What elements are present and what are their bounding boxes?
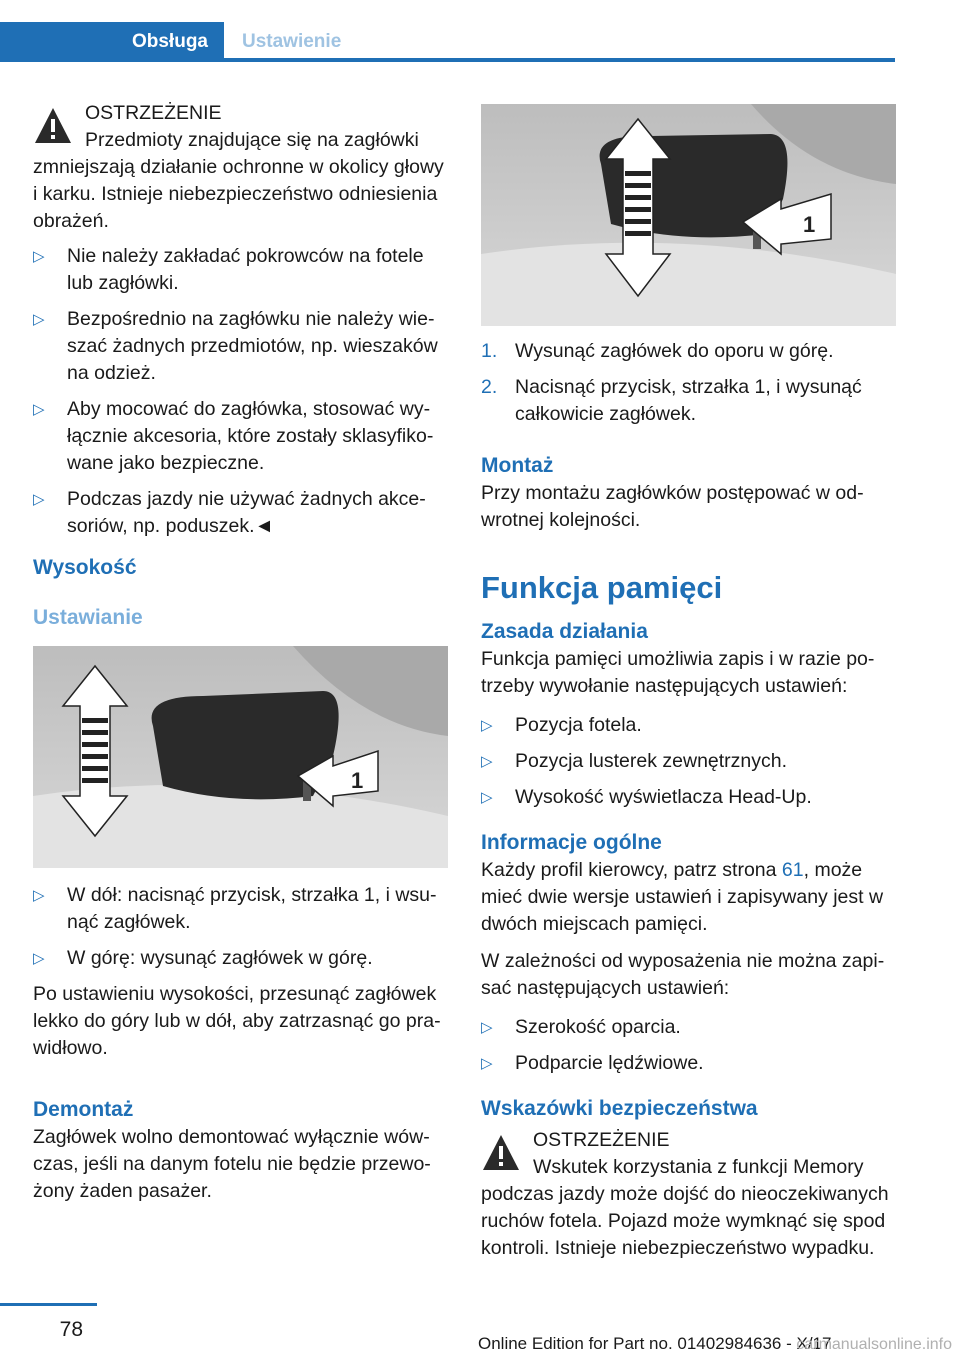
warning-title: OSTRZEŻENIE — [85, 102, 222, 124]
svg-text:1: 1 — [803, 212, 816, 237]
tab-underline — [0, 58, 895, 62]
equipment-list — [481, 1014, 896, 1077]
subheading-principle: Zasada działania — [481, 620, 648, 643]
list-item: 1. Wysunąć zagłówek do oporu w górę. — [481, 340, 834, 362]
triangle-bullet-icon: ▷ — [481, 1019, 493, 1036]
removal-steps — [481, 338, 896, 428]
section-heading-removal: Demontaż — [33, 1098, 134, 1121]
warning-text: Wskutek korzystania z funkcji Memory podczas jazdy może dojść do nieoczekiwanych ruchów fotela. Pojazd może wymknąć się spod kontroli. Istnieje niebezpieczeństwo wypadku. — [481, 1156, 889, 1259]
adjust-list — [33, 882, 448, 972]
subheading-adjust: Ustawianie — [33, 606, 143, 629]
chapter-tabs — [0, 22, 895, 62]
removal-paragraph: Zagłówek wolno demontować wyłącznie wówczas, jeśli na danym fotelu nie będzie przewożony żaden pasażer. — [33, 1126, 431, 1202]
equipment-paragraph: W zależności od wyposażenia nie można zapisać następujących ustawień: — [481, 950, 885, 999]
warning-text: Przedmioty znajdujące się na zagłówki zmniejszają działanie ochronne w okolicy głowy i karku. Istnieje niebezpieczeństwo odniesienia obrażeń. — [33, 129, 444, 232]
triangle-bullet-icon: ▷ — [481, 717, 493, 734]
list-item: ▷ Nie należy zakładać pokrowców na fotele lub zagłówki. — [33, 245, 424, 294]
warning-title: OSTRZEŻENIE — [533, 1129, 670, 1151]
triangle-bullet-icon: ▷ — [33, 311, 45, 328]
triangle-bullet-icon: ▷ — [33, 491, 45, 508]
headrest-figure — [33, 646, 448, 868]
headrest-figure-removal — [481, 104, 896, 326]
section-heading-memory: Funkcja pamięci — [481, 570, 723, 605]
svg-text:1: 1 — [351, 768, 364, 793]
mount-paragraph: Przy montażu zagłówków postępować w odwrotnej kolejności. — [481, 482, 864, 531]
warning-triangle-icon — [481, 1133, 521, 1173]
triangle-bullet-icon: ▷ — [481, 753, 493, 770]
section-heading-mount: Montaż — [481, 454, 554, 477]
list-item: ▷ Podparcie lędźwiowe. — [481, 1050, 896, 1077]
triangle-bullet-icon: ▷ — [33, 950, 45, 967]
triangle-bullet-icon: ▷ — [33, 887, 45, 904]
warning-block — [481, 1127, 896, 1262]
right-column — [481, 104, 896, 1262]
list-item: ▷ W dół: nacisnąć przycisk, strzałka 1, i wsunąć zagłówek. — [33, 884, 437, 933]
adjust-paragraph: Po ustawieniu wysokości, przesunąć zagłówek lekko do góry lub w dół, aby zatrzasnąć go prawidłowo. — [33, 983, 441, 1059]
page-number: 78 — [59, 1318, 83, 1341]
list-item: ▷ W górę: wysunąć zagłówek w górę. — [33, 945, 448, 972]
warning-list — [33, 243, 448, 540]
tab-ustawienie[interactable]: Ustawienie — [242, 31, 342, 52]
left-column — [33, 100, 448, 1205]
list-item: ▷ Aby mocować do zagłówka, stosować wyłącznie akcesoria, które zostały sklasyfikowane jako bezpieczne. — [33, 398, 434, 474]
principle-list — [481, 712, 896, 811]
list-item: ▷ Szerokość oparcia. — [481, 1014, 896, 1041]
footer-rule — [0, 1303, 97, 1306]
list-item: ▷ Wysokość wyświetlacza Head-Up. — [481, 784, 896, 811]
page-link[interactable]: 61 — [781, 859, 804, 881]
list-item: 2. Nacisnąć przycisk, strzałka 1, i wysunąć całkowicie zagłówek. — [481, 376, 862, 425]
watermark: carmanualsonline.info — [796, 1336, 952, 1353]
list-item: ▷ Bezpośrednio na zagłówku nie należy wieszać żadnych przedmiotów, np. wieszaków na odzież. — [33, 308, 438, 384]
triangle-bullet-icon: ▷ — [33, 401, 45, 418]
warning-triangle-icon — [33, 106, 73, 146]
principle-paragraph: Funkcja pamięci umożliwia zapis i w razie potrzeby wywołanie następujących ustawień: — [481, 648, 875, 697]
list-item: ▷ Pozycja fotela. — [481, 712, 896, 739]
section-heading-height: Wysokość — [33, 556, 137, 579]
warning-block — [33, 100, 448, 235]
triangle-bullet-icon: ▷ — [33, 248, 45, 265]
tab-obsluga[interactable]: Obsługa — [0, 22, 224, 62]
edition-note: Online Edition for Part no. 01402984636 - X/17 — [478, 1334, 832, 1353]
subheading-safety: Wskazówki bezpieczeństwa — [481, 1097, 758, 1120]
list-item: ▷ Pozycja lusterek zewnętrznych. — [481, 748, 896, 775]
general-paragraph: Każdy profil kierowcy, patrz strona 61, może mieć dwie wersje ustawień i zapisywany jest w dwóch miejscach pamięci. — [481, 859, 884, 935]
triangle-bullet-icon: ▷ — [481, 1055, 493, 1072]
subheading-general: Informacje ogólne — [481, 831, 662, 854]
triangle-bullet-icon: ▷ — [481, 789, 493, 806]
list-item: ▷ Podczas jazdy nie używać żadnych akcesoriów, np. poduszek.◄ — [33, 488, 426, 537]
